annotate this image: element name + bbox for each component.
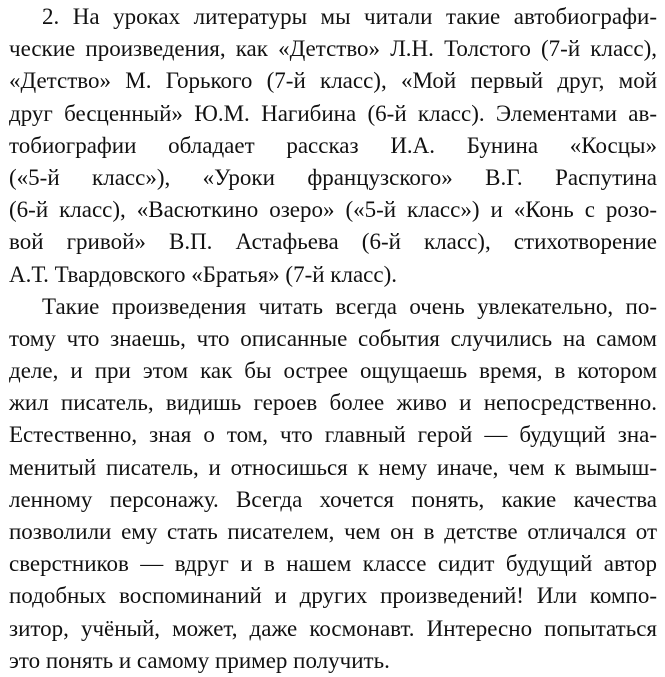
text-line: вой гривой» В.П. Астафьева (6-й класс), стихотворение: [9, 229, 657, 255]
text-line: сверстников — вдруг и в нашем классе сидит будущий автор: [9, 551, 657, 577]
text-line: ческие произведения, как «Детство» Л.Н. Толстого (7-й класс),: [9, 36, 657, 62]
text-line: («5-й класс»), «Уроки французского» В.Г. Распутина: [9, 164, 657, 190]
text-line: Естественно, зная о том, что главный герой — будущий зна-: [9, 422, 657, 448]
text-line: Такие произведения читать всегда очень увлекательно, по-: [42, 293, 657, 319]
text-line: деле, и при этом как бы острее ощущаешь время, в котором: [9, 358, 657, 384]
text-line: это понять и самому пример получить.: [9, 647, 390, 673]
text-line: друг бесценный» Ю.М. Нагибина (6-й класс). Элементами ав-: [9, 100, 657, 126]
text-line: «Детство» М. Горького (7-й класс), «Мой первый друг, мой: [9, 68, 657, 94]
text-line: тому что знаешь, что описанные события случились на самом: [9, 325, 657, 351]
text-line: менитый писатель, и относишься к нему иначе, чем к вымыш-: [9, 454, 657, 480]
text-line: тобиографии обладает рассказ И.А. Бунина «Косцы»: [9, 132, 657, 158]
text-line: жил писатель, видишь героев более живо и непосредственно.: [9, 390, 657, 416]
text-line: подобных воспоминаний и других произведений! Или компо-: [9, 583, 657, 609]
text-line: 2. На уроках литературы мы читали такие автобиографи-: [42, 4, 657, 29]
text-line: А.Т. Твардовского «Братья» (7-й класс).: [9, 261, 397, 287]
text-line: позволили ему стать писателем, чем он в детстве отличался от: [9, 519, 657, 544]
text-line: ленному персонажу. Всегда хочется понять, какие качества: [9, 486, 657, 512]
text-line: зитор, учёный, может, даже космонавт. Интересно попытаться: [9, 615, 657, 641]
paragraph-1: [9, 1, 657, 291]
text-line: (6-й класс), «Васюткино озеро» («5-й класс») и «Конь с розо-: [9, 197, 657, 223]
paragraph-2: [9, 291, 657, 677]
